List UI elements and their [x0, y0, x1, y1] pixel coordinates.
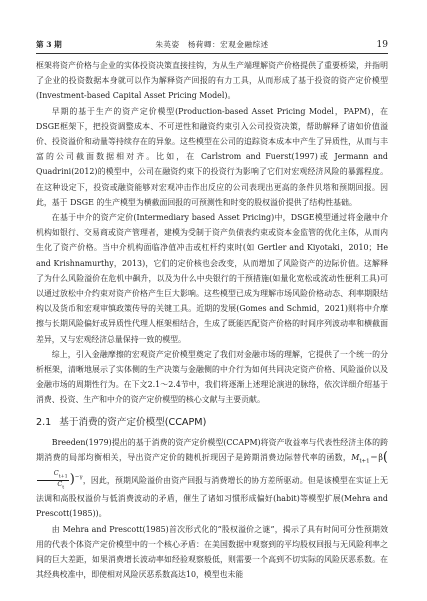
formula-denominator: C	[57, 479, 63, 488]
formula-numerator-sub: t+1	[58, 473, 68, 479]
formula-lhs-sub: t+1	[359, 458, 370, 465]
formula-close-paren: )	[69, 472, 75, 488]
header-rule	[36, 53, 388, 54]
formula-open-paren: (	[382, 449, 388, 465]
section-heading	[36, 414, 388, 432]
issue-number: 第 3 期	[36, 40, 62, 49]
section-title: 基于消费的资产定价模型(CCAPM)	[59, 416, 207, 428]
article-body	[36, 58, 388, 582]
running-title: 朱英姿 杨荷卿：宏观金融综述	[155, 40, 269, 49]
paragraph-equity-premium: 由 Mehra and Prescott(1985)首次形式化的“股权溢价之谜”，揭示了具有时间可分性预期效用的代表个体资产定价模型中的一个核心矛盾：在美国数据中观察到的平均股权回报与无风险利率之间的巨大差距，如果消费增长波动率如经验观察般低，则需要一个高到不切实际的风险厌恶系数。在其经典校准中，即使相对风险厌恶系数高达10，模型也未能	[36, 524, 388, 580]
formula-exponent: −γ	[74, 474, 83, 481]
formula-numerator: C	[53, 468, 59, 477]
formula-lhs: M	[351, 452, 360, 462]
paragraph-summary: 综上，引入金融摩擦的宏观资产定价模型奠定了我们对金融市场的理解，它提供了一个统一的分析框架，清晰地展示了实体侧的生产决策与金融侧的中介行为如何共同决定资产价格、风险溢价以及金融市场的周期性行为。在下文2.1～2.4节中，我们将逐渐上述理论演进的脉络，依次详细介绍基于消费、投资、生产和中介的资产定价模型的核心文献与主要贡献。	[36, 349, 388, 405]
paragraph-intermediary-based: 在基于中介的资产定价(Intermediary based Asset Pricing)中，DSGE模型通过将金融中介机构如银行、交易商或资产管理者，建模为受制于资产负债表约束或资本金监管的优化主体，从而内生化了资产价格。当中介机构面临净值冲击或杠杆约束时(如 Gertler and Kiyotaki，2010；He and Krishnamurthy，2013)，它们的定价核也会改变，从而增加了风险资产的边际价值。这解释了为什么风险溢价在危机中飙升，以及为什么中央银行的干预措施(如量化宽松或流动性便利工具)可以通过放松中介约束对资产价格产生巨大影响。这些模型已成为理解市场风险价格动态、利率期限结构以及货币和宏观审慎政策传导的关键工具。近期的发展(Gomes and Schmid，2021)则将中介摩擦与长期风险偏好或异质性代理人框架相结合，生成了既能匹配资产价格的时间序列波动率和横截面差异，又与宏观经济总量保持一致的模型。	[36, 213, 388, 344]
page-number: 19	[376, 40, 388, 50]
formula-fraction	[37, 470, 69, 492]
section-number: 2.1	[36, 416, 52, 428]
running-header	[36, 38, 388, 52]
paragraph-ccapm	[36, 435, 388, 522]
paragraph-continued: 框架将资产价格与企业的实体投资决策直接挂钩，为从生产端理解资产价格提供了重要桥梁，并指明了企业的投资数据本身就可以作为解释资产回报的有力工具，从而形成了基于投资的资产定价模型(Investment-based Capital Asset Pricing Model)。	[36, 61, 388, 101]
ccapm-text-b: ，因此，预期风险溢价由资产回报与消费增长的协方差所驱动。但是该模型在实证上无法调和高股权溢价与低消费波动的矛盾，催生了诸如习惯形成偏好(habit)等模型扩展(Mehra and Prescott(1985))。	[36, 475, 388, 519]
paragraph-production-based: 早期的基于生产的资产定价模型(Production-based Asset Pricing Model，PAPM)，在DSGE框架下，把投资调整成本、不可逆性和融资约束引入公司投资决策，帮助解释了诸如价值溢价、投资溢价和动量等持续存在的异象。这些模型在公司的追踪资本成本中产生了异质性，从而与丰富的公司截面数据相对齐。比如，在 Carlstrom and Fuerst(1997)或 Jermann and Quadrini(2012)的模型中，公司在融资约束下的投资行为影响了它们对宏观经济风险的暴露程度。在这种设定下，投资或融资能够对宏观冲击作出反应的公司表现出更高的条件贝塔和预期回报。因此，基于 DSGE 的生产模型为横截面回报的可预测性和时变的股权溢价提供了结构性基础。	[36, 106, 388, 207]
formula-equals: ＝β	[369, 452, 383, 462]
formula-denominator-sub: t	[62, 485, 65, 491]
ccapm-text-a: Breeden(1979)提出的基于消费的资产定价模型(CCAPM)将资产收益率与代表性经济主体的跨期消费的局部均衡相关，导出资产定价的随机折现因子是跨期消费边际替代率的函数，	[36, 437, 388, 462]
